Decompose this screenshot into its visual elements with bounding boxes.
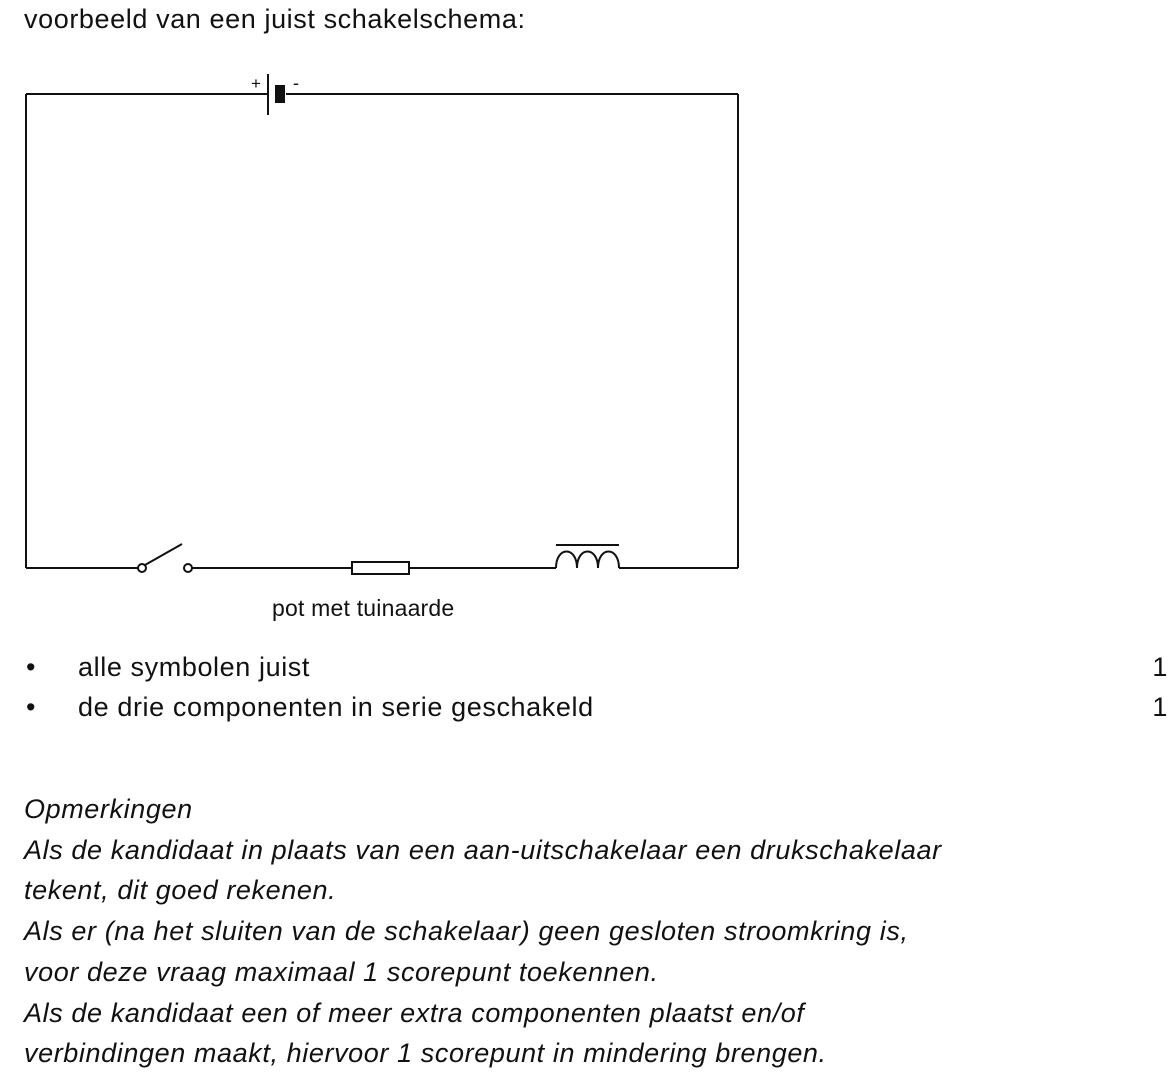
- remark-line: Als er (na het sluiten van de schakelaar) geen gesloten stroomkring is,: [24, 916, 909, 947]
- resistor-label: pot met tuinaarde: [272, 595, 455, 621]
- circuit-diagram: [0, 60, 760, 590]
- criteria-list: [0, 648, 1176, 728]
- criterion-item: [0, 648, 1176, 688]
- remark-line: Als de kandidaat een of meer extra componenten plaatst en/of: [24, 997, 805, 1028]
- criterion-score: 1: [1152, 692, 1168, 722]
- battery-plus-sign: +: [251, 74, 261, 93]
- bullet: •: [26, 652, 37, 682]
- intro-text: voorbeeld van een juist schakelschema:: [24, 4, 526, 34]
- criterion-text: alle symbolen juist: [78, 652, 311, 682]
- criterion-item: [0, 688, 1176, 728]
- criterion-text: de drie componenten in serie geschakeld: [78, 692, 594, 722]
- battery-minus-sign: -: [293, 73, 299, 93]
- bullet: •: [26, 692, 37, 722]
- criterion-score: 1: [1152, 652, 1168, 682]
- remarks-heading: Opmerkingen: [24, 794, 193, 824]
- remark-line: tekent, dit goed rekenen.: [24, 875, 337, 906]
- remarks-block: [24, 789, 942, 1074]
- remark-line: voor deze vraag maximaal 1 scorepunt toekennen.: [24, 956, 659, 987]
- coil-symbol: [556, 545, 619, 568]
- remark-line: Als de kandidaat in plaats van een aan-uitschakelaar een drukschakelaar: [24, 834, 942, 865]
- switch-symbol: [138, 544, 192, 572]
- resistor-symbol: [352, 562, 409, 574]
- remark-line: verbindingen maakt, hiervoor 1 scorepunt in mindering brengen.: [24, 1038, 827, 1069]
